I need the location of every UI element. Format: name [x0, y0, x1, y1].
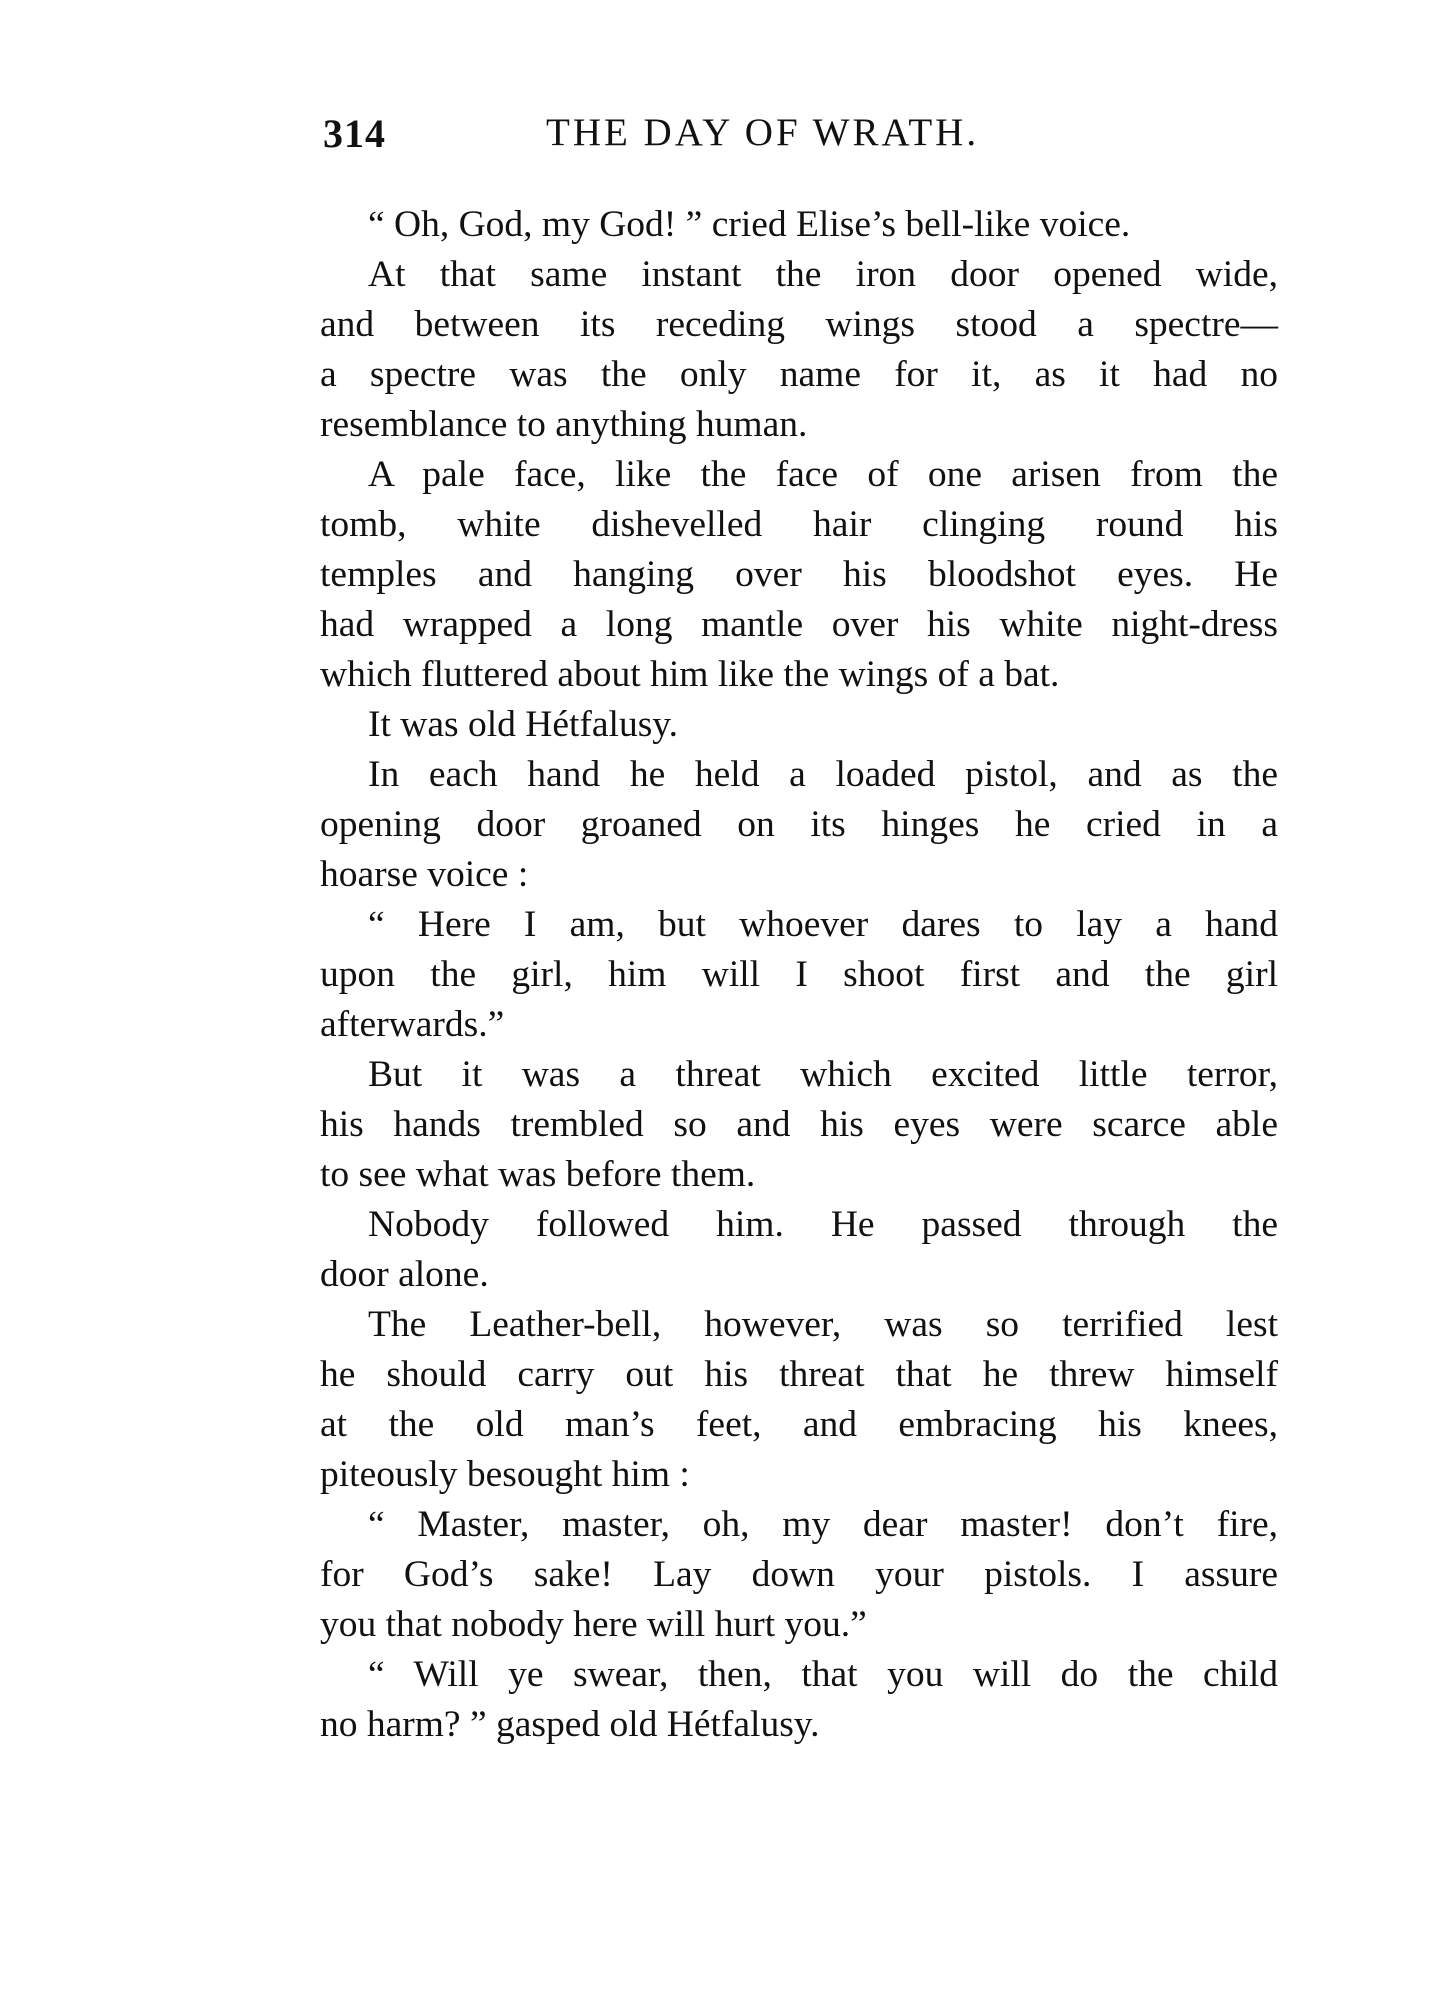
text-line: piteously besought him : [320, 1454, 690, 1495]
text-line: to see what was before them. [320, 1154, 756, 1195]
text-line: you that nobody here will hurt you.” [320, 1604, 867, 1645]
text-line: The Leather-bell, however, was so terrified lest [368, 1304, 1278, 1345]
paragraph [320, 750, 1278, 900]
text-line: at the old man’s feet, and embracing his knees, [320, 1404, 1278, 1445]
text-line: “ Master, master, oh, my dear master! don’t fire, [368, 1504, 1278, 1545]
text-line: no harm? ” gasped old Hétfalusy. [320, 1704, 820, 1745]
text-line: But it was a threat which excited little terror, [368, 1054, 1278, 1095]
text-line: In each hand he held a loaded pistol, and as the [368, 754, 1278, 795]
text-line: a spectre was the only name for it, as it had no [320, 354, 1278, 395]
paragraph [320, 1500, 1278, 1650]
text-line: door alone. [320, 1254, 489, 1295]
paragraph [320, 1050, 1278, 1200]
body-text [320, 200, 1278, 1750]
paragraph [320, 1650, 1278, 1750]
text-line: opening door groaned on its hinges he cried in a [320, 804, 1278, 845]
paragraph [320, 1200, 1278, 1300]
paragraph [320, 200, 1278, 250]
text-line: and between its receding wings stood a spectre— [320, 304, 1278, 345]
text-line: “ Here I am, but whoever dares to lay a hand [368, 904, 1278, 945]
paragraph [320, 450, 1278, 700]
text-line: for God’s sake! Lay down your pistols. I assure [320, 1554, 1278, 1595]
page-number: 314 [323, 111, 386, 156]
text-line: “ Will ye swear, then, that you will do the child [368, 1654, 1278, 1695]
text-line: Nobody followed him. He passed through the [368, 1204, 1278, 1245]
text-line: upon the girl, him will I shoot first and the girl [320, 954, 1278, 995]
text-line: It was old Hétfalusy. [368, 704, 678, 745]
text-line: hoarse voice : [320, 854, 529, 895]
text-line: his hands trembled so and his eyes were scarce able [320, 1104, 1278, 1145]
text-line: temples and hanging over his bloodshot eyes. He [320, 554, 1278, 595]
paragraph [320, 700, 1278, 750]
paragraph [320, 1300, 1278, 1500]
text-line: A pale face, like the face of one arisen from the [368, 454, 1278, 495]
text-line: At that same instant the iron door opened wide, [368, 254, 1278, 295]
text-line: resemblance to anything human. [320, 404, 808, 445]
text-line: which fluttered about him like the wings of a bat. [320, 654, 1060, 695]
text-line: had wrapped a long mantle over his white night-dress [320, 604, 1278, 645]
running-title: THE DAY OF WRATH. [546, 111, 980, 154]
text-line: he should carry out his threat that he threw himself [320, 1354, 1278, 1395]
text-line: afterwards.” [320, 1004, 505, 1045]
paragraph [320, 250, 1278, 450]
text-line: “ Oh, God, my God! ” cried Elise’s bell-like voice. [368, 204, 1131, 245]
paragraph [320, 900, 1278, 1050]
running-head [323, 110, 1278, 170]
text-line: tomb, white dishevelled hair clinging round his [320, 504, 1278, 545]
